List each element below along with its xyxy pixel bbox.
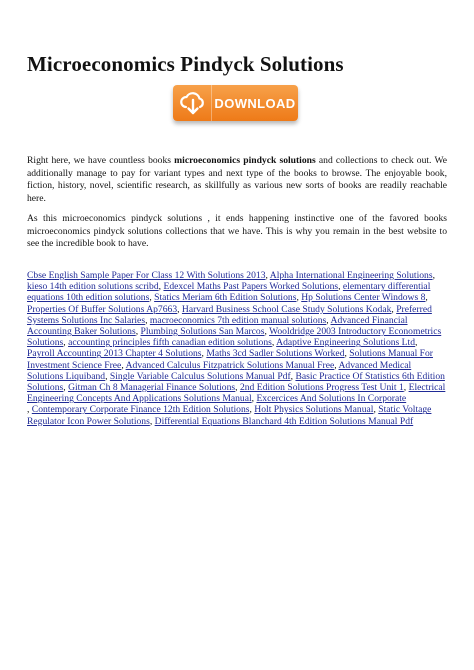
- link-separator: ,: [27, 404, 32, 416]
- link-separator: ,: [265, 270, 270, 281]
- related-link[interactable]: Plumbing Solutions San Marcos: [140, 326, 265, 338]
- link-separator: ,: [344, 348, 350, 360]
- related-link[interactable]: Differential Equations Blanchard 4th Edition Solutions Manual Pdf: [154, 415, 414, 427]
- link-separator: ,: [403, 382, 409, 394]
- link-separator: ,: [177, 303, 182, 315]
- related-link[interactable]: Basic Practice Of Statistics 6th Edition Solutions: [27, 370, 445, 394]
- link-separator: ,: [249, 404, 255, 416]
- link-separator: ,: [432, 270, 435, 281]
- related-link[interactable]: Wooldridge 2003 Introductory Econometrics Solutions: [27, 326, 442, 349]
- link-separator: ,: [415, 337, 418, 349]
- related-link[interactable]: elementary differential equations 10th edition solutions: [27, 281, 431, 304]
- link-separator: ,: [63, 337, 69, 349]
- related-link[interactable]: kieso 14th edition solutions scribd: [27, 281, 159, 293]
- related-link[interactable]: Excercices And Solutions In Corporate: [256, 393, 407, 405]
- link-separator: ,: [135, 326, 141, 338]
- link-separator: ,: [235, 382, 240, 394]
- page-title: Microeconomics Pindyck Solutions: [27, 52, 344, 76]
- link-separator: ,: [373, 404, 379, 416]
- intro-paragraph: [27, 155, 447, 205]
- link-separator: ,: [334, 359, 339, 371]
- related-link[interactable]: 2nd Edition Solutions Progress Test Unit 1: [239, 382, 404, 394]
- related-link[interactable]: macroeconomics 7th edition manual solutions: [149, 314, 327, 326]
- download-button-label: DOWNLOAD: [214, 95, 296, 111]
- link-separator: ,: [145, 314, 150, 326]
- link-separator: ,: [290, 370, 296, 382]
- intro-book-title: microeconomics pindyck solutions: [174, 155, 316, 166]
- related-link[interactable]: Statics Meriam 6th Edition Solutions: [154, 292, 297, 304]
- link-separator: ,: [121, 359, 126, 371]
- related-link[interactable]: Properties Of Buffer Solutions Ap7663: [27, 303, 178, 315]
- link-separator: ,: [425, 292, 428, 304]
- related-link[interactable]: Gitman Ch 8 Managerial Finance Solutions: [68, 382, 236, 394]
- link-separator: ,: [391, 303, 397, 315]
- related-links: [27, 270, 447, 427]
- related-link[interactable]: Advanced Financial Accounting Baker Solutions: [27, 314, 408, 338]
- related-link[interactable]: Holt Physics Solutions Manual: [254, 404, 374, 416]
- related-link[interactable]: Edexcel Maths Past Papers Worked Solutions: [163, 281, 339, 293]
- link-separator: ,: [149, 292, 155, 304]
- link-separator: ,: [63, 382, 69, 394]
- link-separator: ,: [149, 415, 155, 427]
- related-link[interactable]: accounting principles fifth canadian edition solutions: [68, 337, 272, 349]
- related-link[interactable]: Single Variable Calculus Solutions Manual Pdf: [109, 370, 291, 382]
- link-separator: ,: [264, 326, 270, 338]
- link-separator: ,: [296, 292, 302, 304]
- related-link[interactable]: Advanced Medical Solutions Liquiband: [27, 359, 412, 382]
- download-button[interactable]: [173, 85, 298, 121]
- link-separator: ,: [326, 314, 331, 326]
- link-separator: ,: [105, 370, 110, 382]
- related-link[interactable]: Solutions Manual For Investment Science Free: [27, 348, 433, 371]
- related-link[interactable]: Contemporary Corporate Finance 12th Edition Solutions: [31, 404, 250, 416]
- second-paragraph: As this microeconomics pindyck solutions , it ends happening instinctive one of the favored books microeconomics pindyck solutions collections that we have. This is why you remain in the best website to see the incredible book to have.: [27, 213, 447, 250]
- cloud-download-icon: [175, 85, 212, 121]
- link-separator: ,: [338, 281, 343, 293]
- related-link[interactable]: Hp Solutions Center Windows 8: [301, 292, 426, 304]
- related-link[interactable]: Cbse English Sample Paper For Class 12 With Solutions 2013: [27, 270, 266, 281]
- related-link[interactable]: Payroll Accounting 2013 Chapter 4 Solutions: [27, 348, 202, 360]
- related-link[interactable]: Alpha International Engineering Solutions: [269, 270, 433, 281]
- related-link[interactable]: Maths 3cd Sadler Solutions Worked: [206, 348, 345, 360]
- intro-text-before: Right here, we have countless books: [27, 155, 175, 166]
- related-link[interactable]: Harvard Business School Case Study Solutions Kodak: [181, 303, 392, 315]
- link-separator: ,: [158, 281, 164, 293]
- link-separator: ,: [201, 348, 207, 360]
- link-separator: ,: [251, 393, 257, 405]
- related-link[interactable]: Electrical Engineering Concepts And Applications Solutions Manual: [27, 382, 446, 405]
- related-link[interactable]: Adaptive Engineering Solutions Ltd: [276, 337, 415, 349]
- related-link[interactable]: Advanced Calculus Fitzpatrick Solutions Manual Free: [125, 359, 335, 371]
- link-separator: ,: [271, 337, 277, 349]
- intro-text-after: and collections to check out. We additionally manage to pay for variant types and next type of the books to browse. The enjoyable book, fiction, history, novel, scientific research, as skillfully as various new sorts of books are readily reachable here.: [27, 155, 447, 204]
- related-link[interactable]: Static Voltage Regulator Icon Power Solutions: [27, 404, 432, 427]
- related-link[interactable]: Preferred Systems Solutions Inc Salaries: [27, 303, 432, 326]
